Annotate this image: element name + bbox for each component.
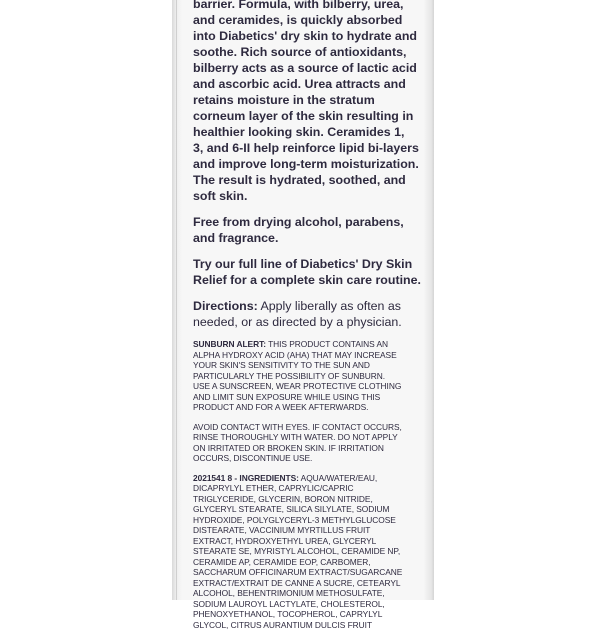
ingredients-line: HYDROXIDE, POLYGLYCERYL-3 METHYLGLUCOSE (193, 515, 433, 526)
description-line: The result is hydrated, soothed, and (193, 172, 433, 188)
sunburn-line: PRODUCT AND FOR A WEEK AFTERWARDS. (193, 402, 433, 413)
description-line: retains moisture in the stratum (193, 92, 433, 108)
try-paragraph (193, 256, 433, 288)
sunburn-text: THIS PRODUCT CONTAINS AN (266, 339, 388, 349)
ingredients-line-1 (193, 473, 433, 484)
sunburn-line: PARTICULARLY THE POSSIBILITY OF SUNBURN. (193, 371, 433, 382)
try-line: Relief for a complete skin care routine. (193, 272, 433, 288)
free-from-paragraph (193, 214, 433, 246)
sunburn-line: USE A SUNSCREEN, WEAR PROTECTIVE CLOTHING (193, 381, 433, 392)
ingredients-line: DISTEARATE, VACCINIUM MYRTILLUS FRUIT (193, 525, 433, 536)
description-line: bilberry acts as a source of lactic acid (193, 60, 433, 76)
description-line: 3, and 6-II help reinforce lipid bi-layers (193, 140, 433, 156)
sunburn-line-1 (193, 339, 433, 350)
sunburn-line: ALPHA HYDROXY ACID (AHA) THAT MAY INCREASE (193, 350, 433, 361)
description-line: healthier looking skin. Ceramides 1, (193, 124, 433, 140)
sunburn-line: AND LIMIT SUN EXPOSURE WHILE USING THIS (193, 392, 433, 403)
directions-line-1 (193, 298, 433, 314)
try-line: Try our full line of Diabetics' Dry Skin (193, 256, 433, 272)
ingredients-text: AQUA/WATER/EAU, (299, 473, 377, 483)
ingredients-line: SACCHARUM OFFICINARUM EXTRACT/SUGARCANE (193, 567, 433, 578)
description-line: into Diabetics' dry skin to hydrate and (193, 28, 433, 44)
directions-label: Directions: (193, 299, 258, 313)
ingredients-line: STEARATE SE, MYRISTYL ALCOHOL, CERAMIDE NP, (193, 546, 433, 557)
ingredients-line: DICAPRYLYL ETHER, CAPRYLIC/CAPRIC (193, 483, 433, 494)
ingredients-line: TRIGLYCERIDE, GLYCERIN, BORON NITRIDE, (193, 494, 433, 505)
description-line: and ceramides, is quickly absorbed (193, 12, 433, 28)
ingredients-line: GLYCERYL STEARATE, SILICA SILYLATE, SODIUM (193, 504, 433, 515)
ingredients-line: GLYCOL, CITRUS AURANTIUM DULCIS FRUIT (193, 620, 433, 630)
directions-line-2: needed, or as directed by a physician. (193, 314, 433, 330)
warning-line: AVOID CONTACT WITH EYES. IF CONTACT OCCURS, (193, 422, 433, 433)
sunburn-alert (193, 339, 433, 413)
warning-line: OCCURS, DISCONTINUE USE. (193, 453, 433, 464)
free-from-line: Free from drying alcohol, parabens, (193, 214, 433, 230)
description-line: and improve long-term moisturization. (193, 156, 433, 172)
description-line: soft skin. (193, 188, 433, 204)
description-paragraph (193, 0, 433, 204)
ingredients-line: EXTRACT, HYDROXYETHYL UREA, GLYCERYL (193, 536, 433, 547)
sunburn-label: SUNBURN ALERT: (193, 339, 266, 349)
ingredients-line: EXTRACT/EXTRAIT DE CANNE A SUCRE, CETEARYL (193, 578, 433, 589)
ingredients-line: CERAMIDE AP, CERAMIDE EOP, CARBOMER, (193, 557, 433, 568)
warning-paragraph (193, 422, 433, 464)
warning-line: RINSE THOROUGHLY WITH WATER. DO NOT APPLY (193, 432, 433, 443)
ingredients-line: ALCOHOL, BEHENTRIMONIUM METHOSULFATE, (193, 588, 433, 599)
product-label (193, 0, 433, 630)
tube-edge (176, 0, 177, 600)
ingredients-line: PHENOXYETHANOL, TOCOPHEROL, CAPRYLYL (193, 609, 433, 620)
directions-paragraph (193, 298, 433, 330)
ingredients-line: SODIUM LAUROYL LACTYLATE, CHOLESTEROL, (193, 599, 433, 610)
ingredients-label: 2021541 8 - INGREDIENTS: (193, 473, 299, 483)
free-from-line: and fragrance. (193, 230, 433, 246)
description-line: and ascorbic acid. Urea attracts and (193, 76, 433, 92)
description-line: soothe. Rich source of antioxidants, (193, 44, 433, 60)
sunburn-line: YOUR SKIN'S SENSITIVITY TO THE SUN AND (193, 360, 433, 371)
description-line: barrier. Formula, with bilberry, urea, (193, 0, 433, 12)
warning-line: ON IRRITATED OR BROKEN SKIN. IF IRRITATION (193, 443, 433, 454)
directions-text: Apply liberally as often as (258, 299, 401, 313)
ingredients-paragraph (193, 473, 433, 630)
description-line: corneum layer of the skin resulting in (193, 108, 433, 124)
